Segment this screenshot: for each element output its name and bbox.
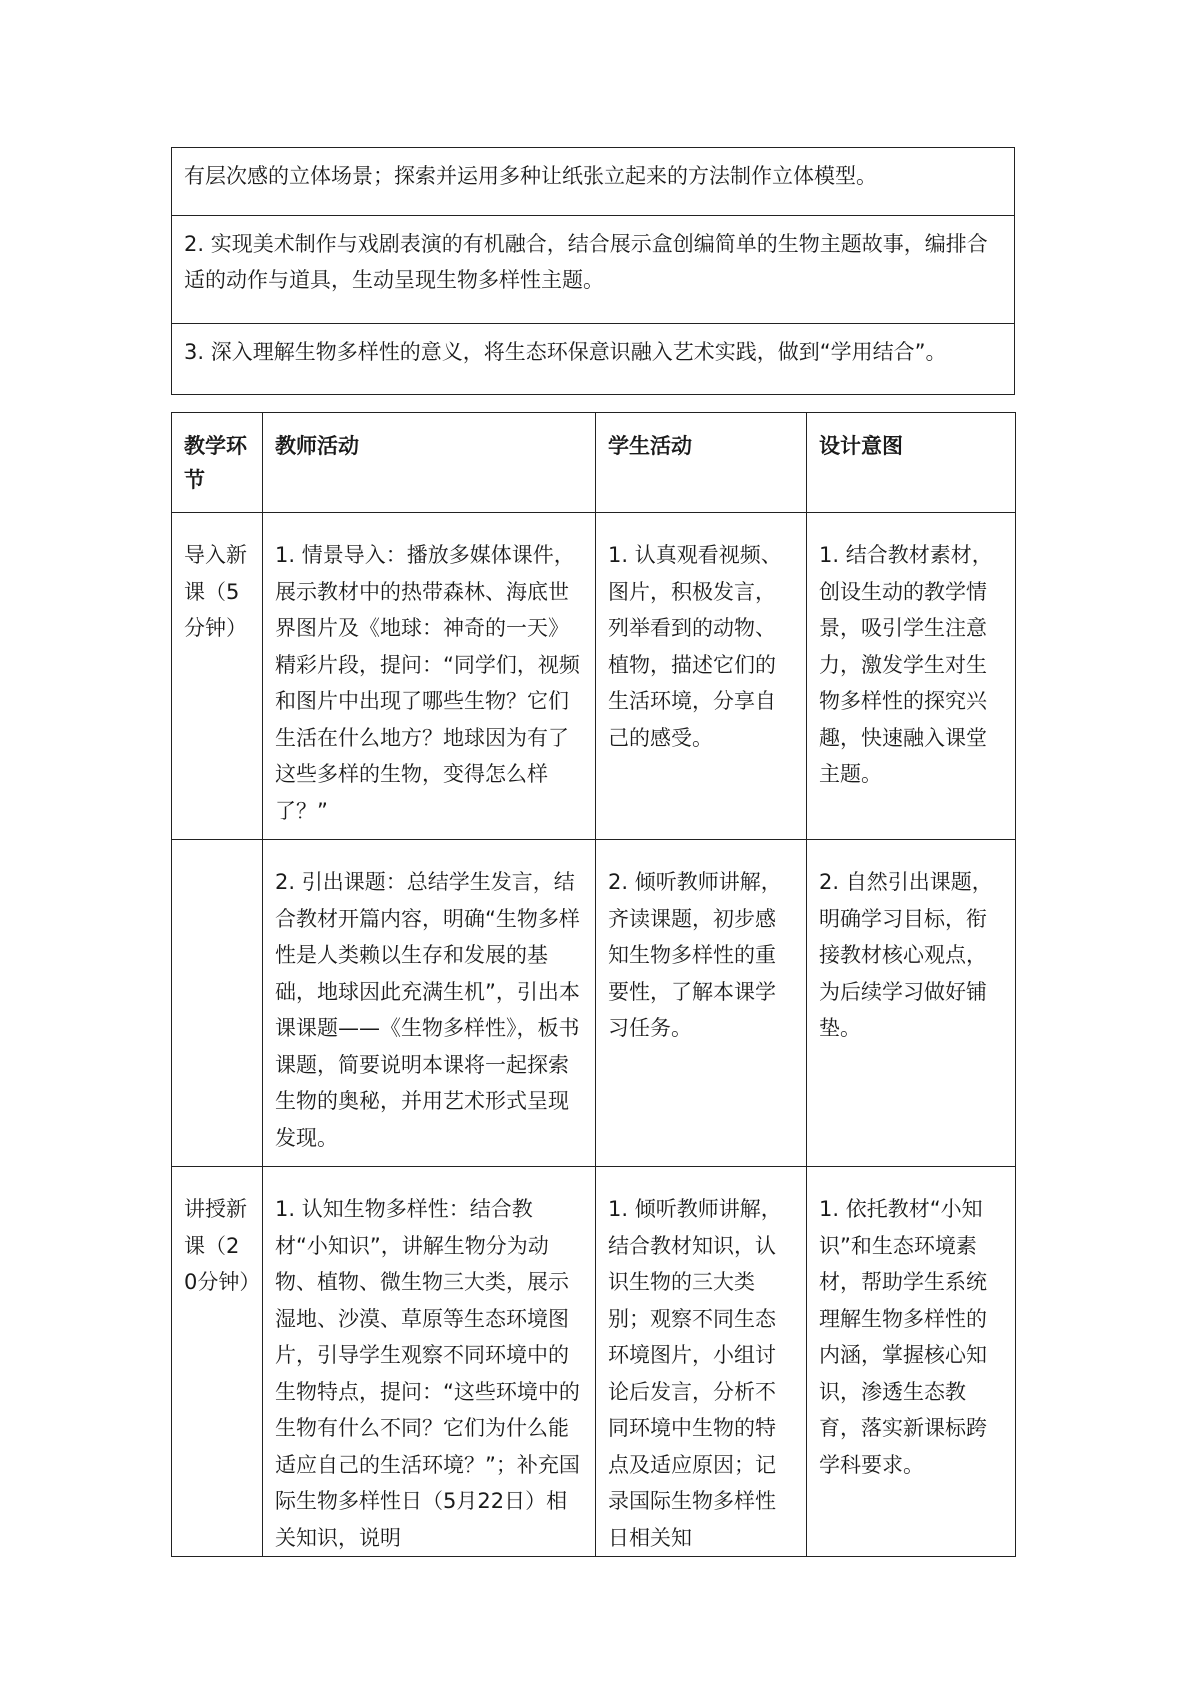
header-teacher-activity: 教师活动	[263, 413, 596, 513]
objective-text: 3. 深入理解生物多样性的意义，将生态环保意识融入艺术实践，做到“学用结合”。	[172, 324, 1015, 395]
objective-row	[172, 148, 1015, 216]
objective-text: 2. 实现美术制作与戏剧表演的有机融合，结合展示盒创编简单的生物主题故事，编排合适的动作与道具，生动呈现生物多样性主题。	[172, 216, 1015, 324]
teacher-activity-cell: 1. 情景导入：播放多媒体课件，展示教材中的热带森林、海底世界图片及《地球：神奇的一天》精彩片段，提问：“同学们，视频和图片中出现了哪些生物？它们生活在什么地方？地球因为有了这些多样的生物，变得怎么样了？”	[263, 513, 596, 840]
header-stage: 教学环节	[172, 413, 263, 513]
objectives-table	[171, 147, 1015, 395]
table-row	[172, 840, 1016, 1167]
table-header-row	[172, 413, 1016, 513]
table-row	[172, 513, 1016, 840]
objective-row	[172, 216, 1015, 324]
teaching-process-table	[171, 412, 1016, 1557]
stage-cell: 讲授新课（20分钟）	[172, 1167, 263, 1557]
header-student-activity: 学生活动	[596, 413, 807, 513]
design-intent-cell: 1. 结合教材素材，创设生动的教学情景，吸引学生注意力，激发学生对生物多样性的探究兴趣，快速融入课堂主题。	[807, 513, 1016, 840]
design-intent-cell: 2. 自然引出课题，明确学习目标，衔接教材核心观点，为后续学习做好铺垫。	[807, 840, 1016, 1167]
stage-cell	[172, 840, 263, 1167]
objective-text: 有层次感的立体场景；探索并运用多种让纸张立起来的方法制作立体模型。	[172, 148, 1015, 216]
student-activity-cell: 1. 认真观看视频、图片，积极发言，列举看到的动物、植物，描述它们的生活环境，分享自己的感受。	[596, 513, 807, 840]
header-design-intent: 设计意图	[807, 413, 1016, 513]
teacher-activity-cell: 2. 引出课题：总结学生发言，结合教材开篇内容，明确“生物多样性是人类赖以生存和发展的基础，地球因此充满生机”，引出本课课题——《生物多样性》，板书课题，简要说明本课将一起探索生物的奥秘，并用艺术形式呈现发现。	[263, 840, 596, 1167]
table-row	[172, 1167, 1016, 1557]
stage-cell: 导入新课（5分钟）	[172, 513, 263, 840]
teacher-activity-cell: 1. 认知生物多样性：结合教材“小知识”，讲解生物分为动物、植物、微生物三大类，展示湿地、沙漠、草原等生态环境图片，引导学生观察不同环境中的生物特点，提问：“这些环境中的生物有什么不同？它们为什么能适应自己的生活环境？”；补充国际生物多样性日（5月22日）相关知识，说明	[263, 1167, 596, 1557]
student-activity-cell: 2. 倾听教师讲解，齐读课题，初步感知生物多样性的重要性，了解本课学习任务。	[596, 840, 807, 1167]
design-intent-cell: 1. 依托教材“小知识”和生态环境素材，帮助学生系统理解生物多样性的内涵，掌握核心知识，渗透生态教育，落实新课标跨学科要求。	[807, 1167, 1016, 1557]
student-activity-cell: 1. 倾听教师讲解，结合教材知识，认识生物的三大类别；观察不同生态环境图片，小组讨论后发言，分析不同环境中生物的特点及适应原因；记录国际生物多样性日相关知	[596, 1167, 807, 1557]
objective-row	[172, 324, 1015, 395]
